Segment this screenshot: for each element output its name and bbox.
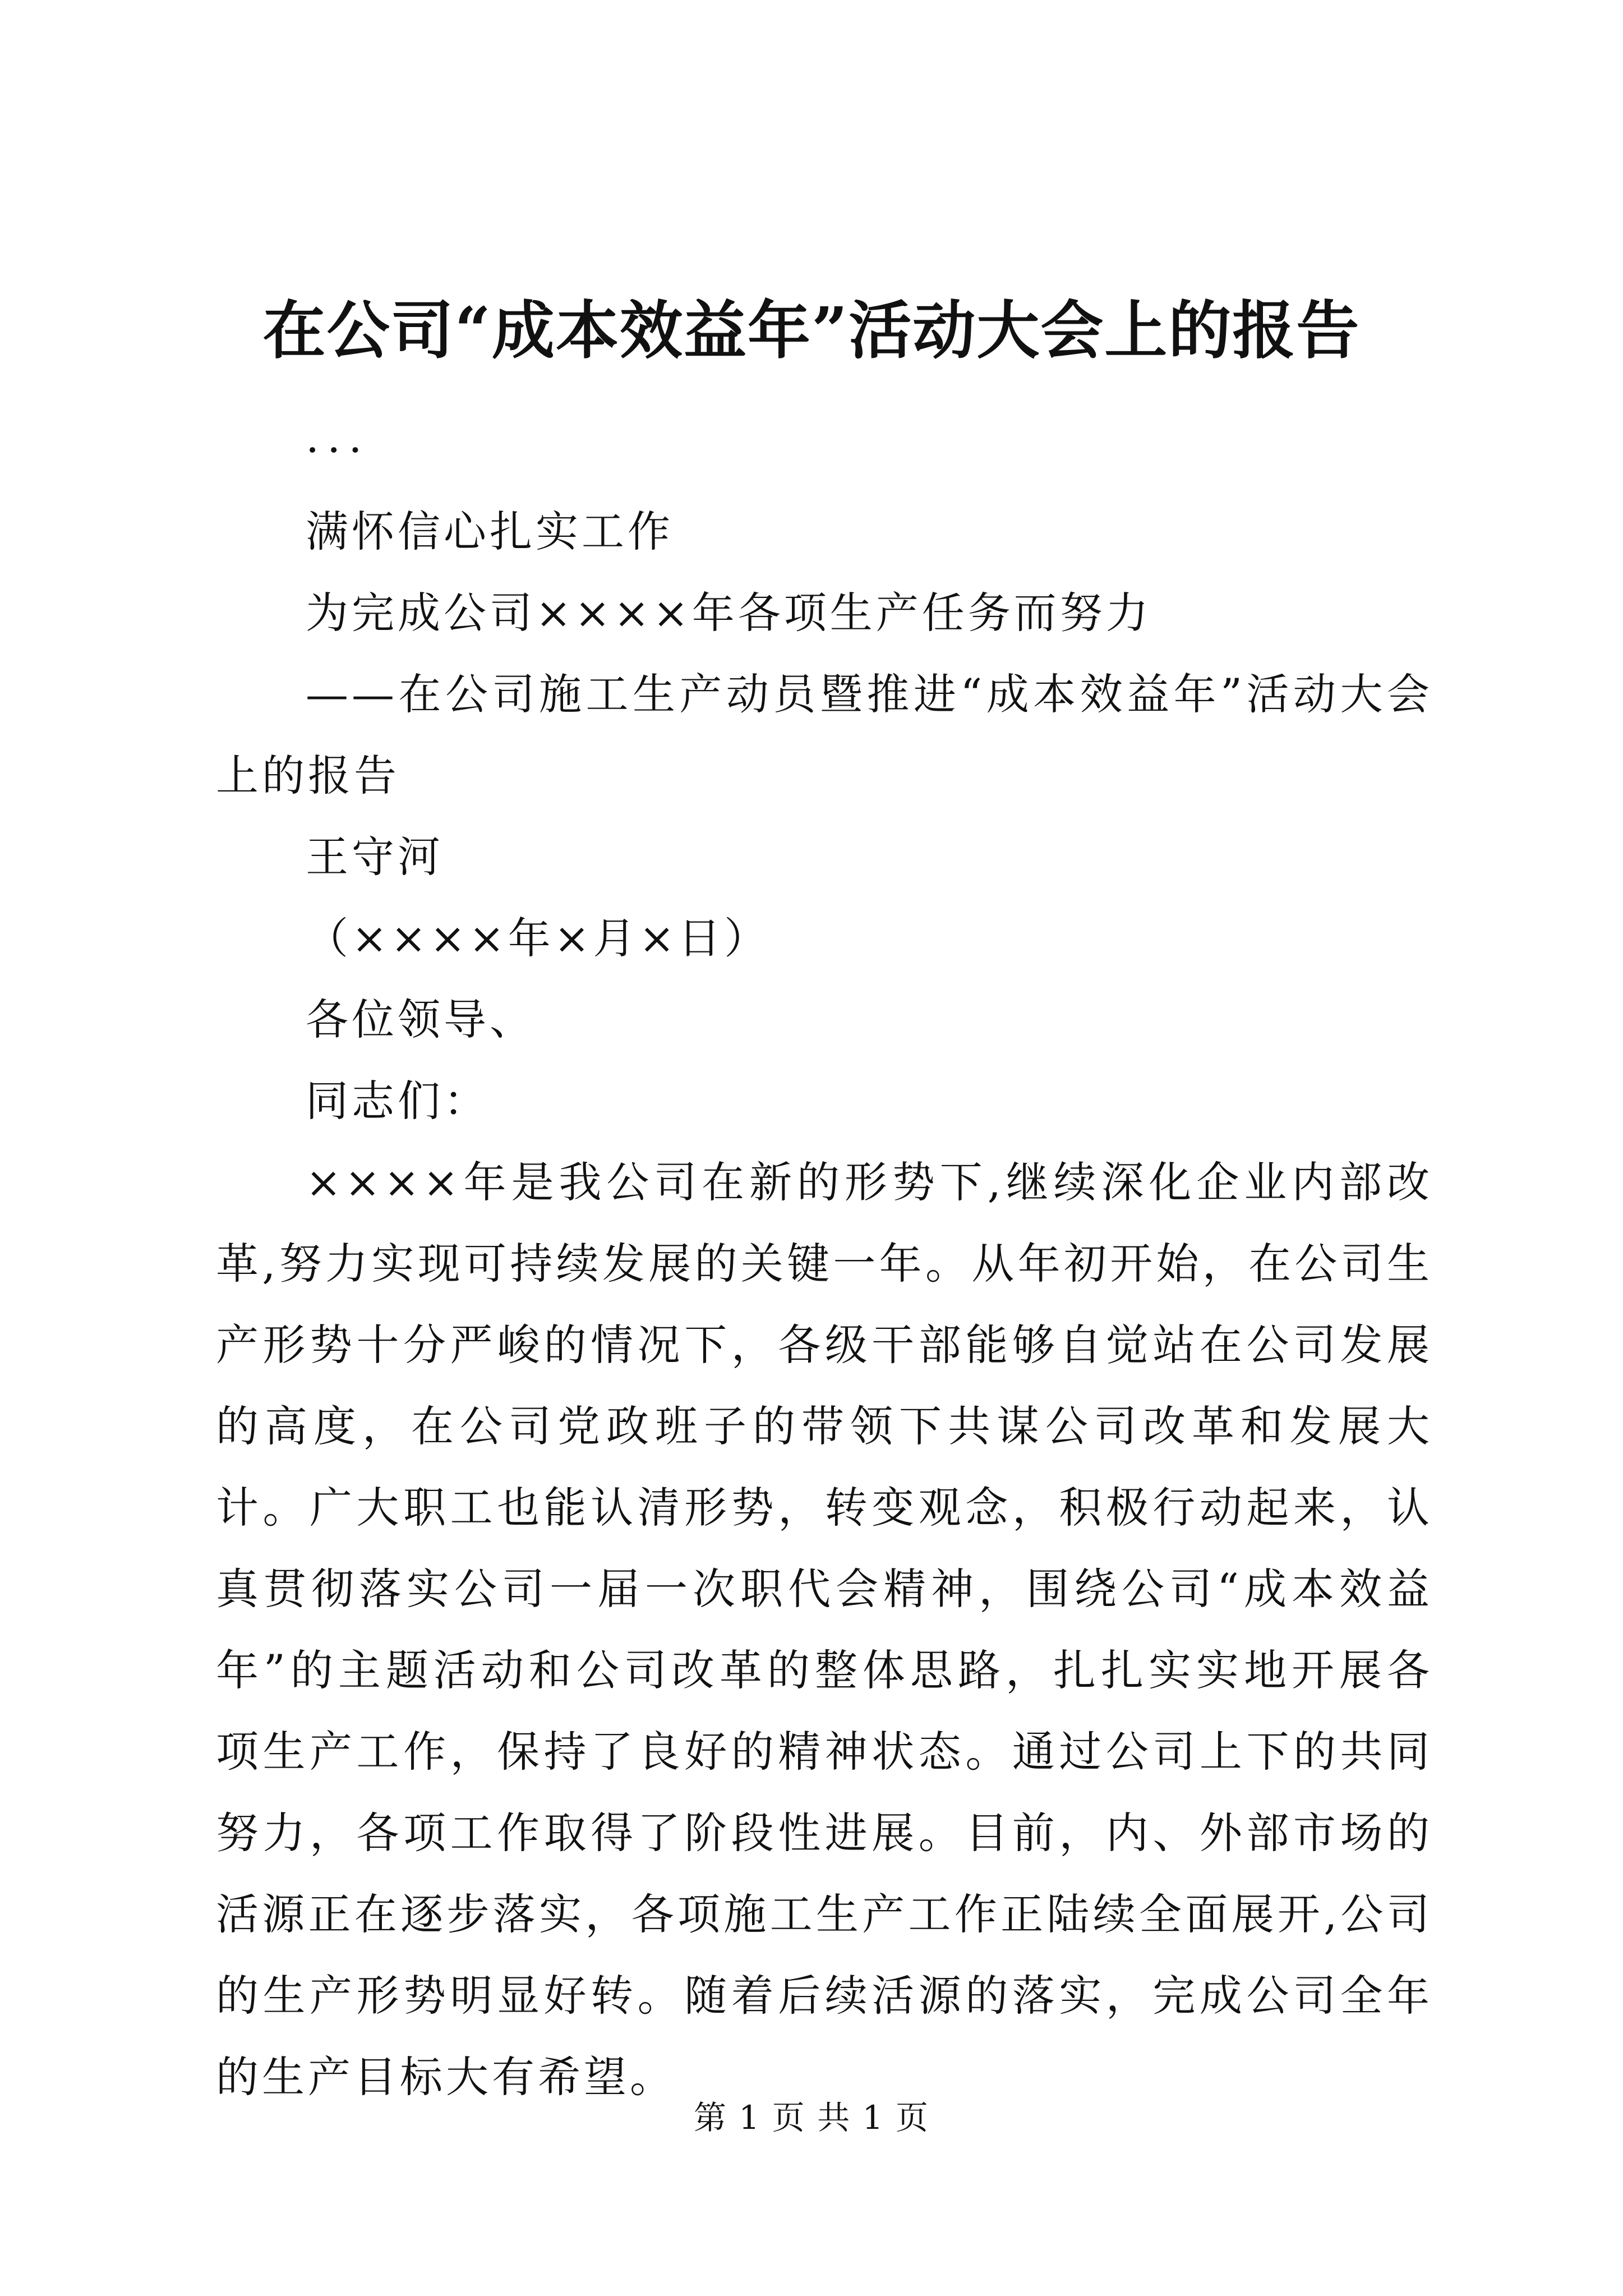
report-subtitle: ——在公司施工生产动员暨推进“成本效益年”活动大会上的报告 [216, 669, 1433, 800]
report-date: （××××年×月×日） [306, 913, 771, 963]
page-footer: 第 1 页 共 1 页 [694, 2099, 929, 2137]
salutation-leaders: 各位领导、 [306, 995, 536, 1045]
salutation-comrades: 同志们： [306, 1076, 490, 1126]
document-body [216, 409, 1433, 2118]
heading-line-1: 满怀信心扎实工作 [306, 507, 674, 556]
document-title: 在公司“成本效益年”活动大会上的报告 [262, 294, 1361, 367]
author-name: 王守河 [306, 832, 444, 882]
heading-line-2: 为完成公司××××年各项生产任务而努力 [306, 588, 1152, 638]
ellipsis-marker: ... [306, 412, 370, 462]
body-paragraph: ××××年是我公司在新的形势下,继续深化企业内部改革,努力实现可持续发展的关键一年。从年初开始，在公司生产形势十分严峻的情况下，各级干部能够自觉站在公司发展的高度，在公司党政班子的带领下共谋公司改革和发展大计。广大职工也能认清形势，转变观念，积极行动起来，认真贯彻落实公司一届一次职代会精神，围绕公司“成本效益年”的主题活动和公司改革的整体思路，扎扎实实地开展各项生产工作，保持了良好的精神状态。通过公司上下的共同努力，各项工作取得了阶段性进展。目前，内、外部市场的活源正在逐步落实，各项施工生产工作正陆续全面展开,公司的生产形势明显好转。随着后续活源的落实，完成公司全年的生产目标大有希望。 [216, 1157, 1433, 2102]
